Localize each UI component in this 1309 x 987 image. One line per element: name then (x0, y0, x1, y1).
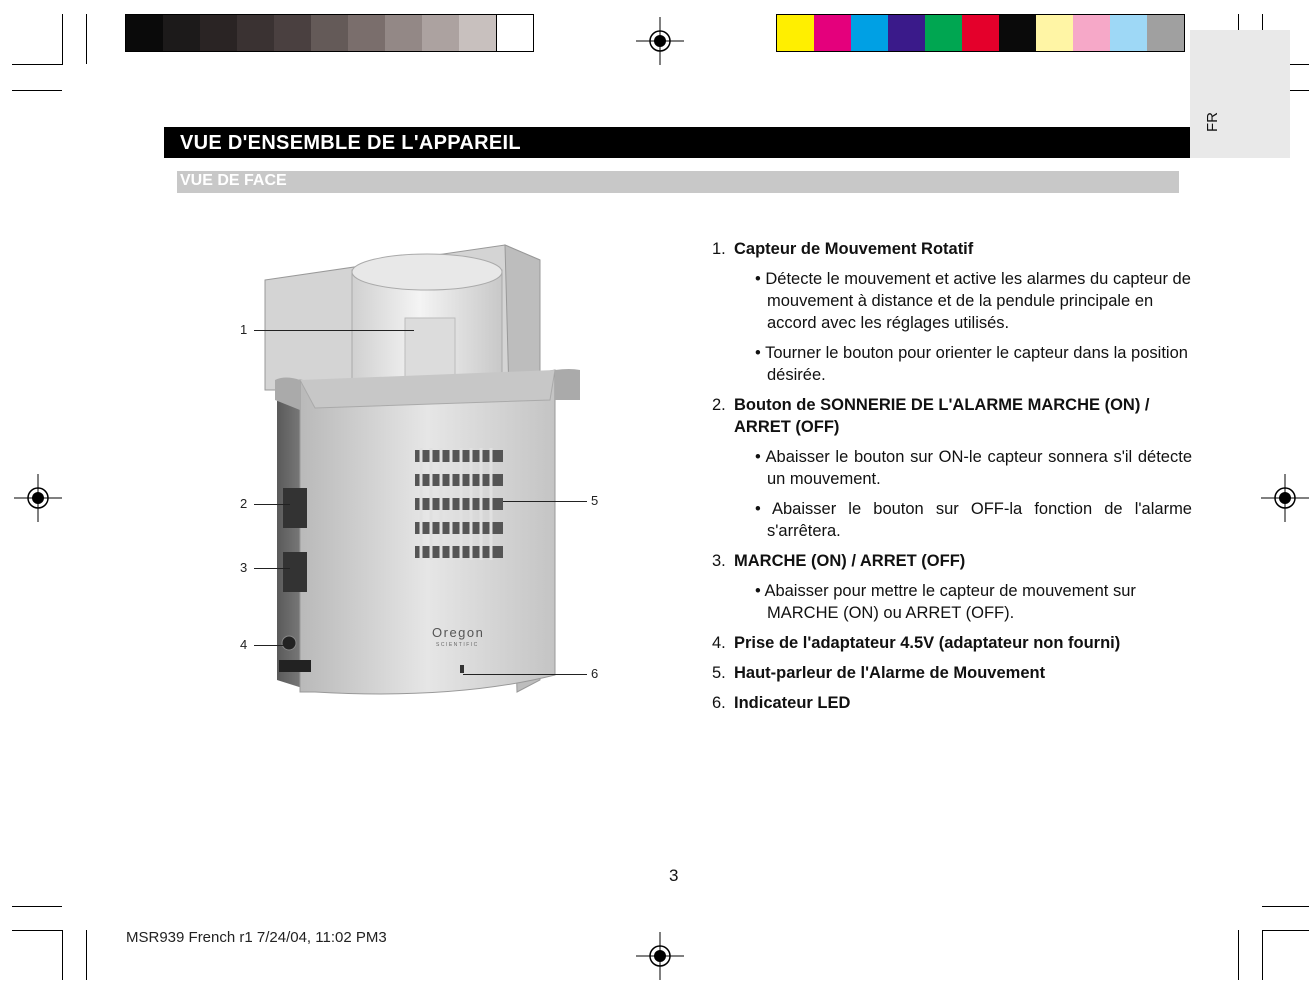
color-swatch (851, 15, 888, 51)
list-item-bullet: • Abaisser le bouton sur ON-le capteur sonnera s'il détecte un mouvement. (755, 448, 1192, 488)
language-tab-label: FR (1204, 112, 1221, 132)
callout-line (463, 674, 587, 675)
list-item-title: MARCHE (ON) / ARRET (OFF) (734, 552, 966, 570)
callout-number: 4 (240, 637, 248, 652)
device-brand-sub-label: SCIENTIFIC (436, 642, 479, 648)
callout-line (503, 501, 587, 502)
callout-number: 2 (240, 496, 248, 511)
grayscale-color-bar (125, 14, 534, 52)
list-item (712, 550, 1192, 624)
color-swatch (1073, 15, 1110, 51)
callout-number: 3 (240, 560, 248, 575)
list-item (712, 662, 1192, 684)
process-color-bar (776, 14, 1185, 52)
list-item-title: Prise de l'adaptateur 4.5V (adaptateur non fourni) (734, 634, 1121, 652)
color-swatch (274, 15, 311, 51)
list-item-title: Capteur de Mouvement Rotatif (734, 240, 974, 258)
color-swatch (163, 15, 200, 51)
list-item-number: 6. (712, 694, 726, 712)
color-swatch (237, 15, 274, 51)
page-number: 3 (669, 866, 679, 885)
list-item-number: 5. (712, 664, 726, 682)
color-swatch (348, 15, 385, 51)
device-brand-label: Oregon (432, 625, 485, 640)
list-item (712, 238, 1192, 386)
color-swatch (888, 15, 925, 51)
registration-mark-icon (14, 474, 62, 522)
list-item-number: 2. (712, 396, 726, 414)
callout-line (254, 504, 290, 505)
list-item-number: 3. (712, 552, 726, 570)
callout-number: 1 (240, 322, 248, 337)
color-swatch (1147, 15, 1184, 51)
color-swatch (1110, 15, 1147, 51)
color-swatch (385, 15, 422, 51)
color-swatch (999, 15, 1036, 51)
callout-line (254, 330, 414, 331)
color-swatch (422, 15, 459, 51)
list-item-number: 1. (712, 240, 726, 258)
color-swatch (1036, 15, 1073, 51)
list-item-bullet: • Tourner le bouton pour orienter le capteur dans la position désirée. (755, 344, 1188, 384)
callout-line (254, 568, 290, 569)
list-item-bullet: • Détecte le mouvement et active les alarmes du capteur de mouvement à distance et de la pendule principale en accord avec les réglages utilisés. (755, 270, 1191, 332)
list-item-title: Indicateur LED (734, 694, 851, 712)
list-item (712, 394, 1192, 542)
color-swatch (496, 15, 533, 51)
device-illustration (255, 240, 585, 700)
feature-list (712, 238, 1192, 722)
callout-number: 5 (591, 493, 599, 508)
list-item-number: 4. (712, 634, 726, 652)
language-tab (1190, 30, 1290, 158)
color-swatch (311, 15, 348, 51)
registration-mark-icon (1261, 474, 1309, 522)
callout-line (254, 645, 290, 646)
list-item-bullet: • Abaisser le bouton sur OFF-la fonction de l'alarme s'arrêtera. (755, 500, 1192, 540)
color-swatch (962, 15, 999, 51)
print-footer: MSR939 French r1 7/24/04, 11:02 PM3 (126, 929, 387, 946)
color-swatch (126, 15, 163, 51)
color-swatch (200, 15, 237, 51)
list-item-bullet: • Abaisser pour mettre le capteur de mouvement sur MARCHE (ON) ou ARRET (OFF). (755, 582, 1136, 622)
subsection-header-bar (177, 171, 1179, 193)
list-item-title: Haut-parleur de l'Alarme de Mouvement (734, 664, 1046, 682)
list-item (712, 632, 1192, 654)
color-swatch (459, 15, 496, 51)
list-item-title: Bouton de SONNERIE DE L'ALARME MARCHE (ON) / ARRET (OFF) (734, 396, 1150, 436)
registration-mark-icon (636, 932, 684, 980)
subsection-title: VUE DE FACE (180, 172, 287, 189)
registration-mark-icon (636, 17, 684, 65)
color-swatch (777, 15, 814, 51)
color-swatch (814, 15, 851, 51)
list-item (712, 692, 1192, 714)
section-title: VUE D'ENSEMBLE DE L'APPAREIL (180, 132, 521, 154)
callout-number: 6 (591, 666, 599, 681)
color-swatch (925, 15, 962, 51)
